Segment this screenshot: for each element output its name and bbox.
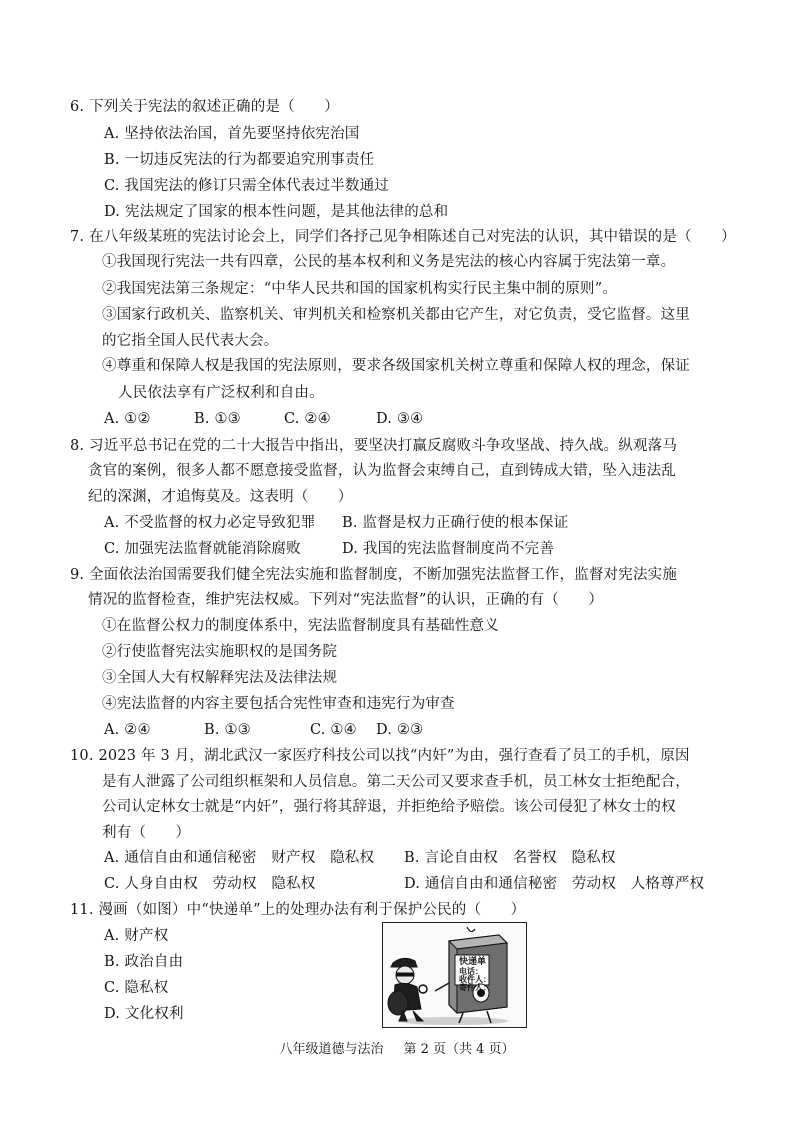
question-9-statement-1: ①在监督公权力的制度体系中，宪法监督制度具有基础性意义 <box>102 618 499 634</box>
question-11-option-a: A. 财产权 <box>104 928 169 944</box>
question-8-stem-line-2: 贪官的案例，很多人都不愿意接受监督，认为监督会束缚自己，直到铸成大错，坠入违法乱 <box>88 463 676 479</box>
question-10-stem-line-2: 是有人泄露了公司组织框架和人员信息。第二天公司又要求查手机，员工林女士拒绝配合， <box>102 774 690 790</box>
question-7-statement-2: ②我国宪法第三条规定：“中华人民共和国的国家机构实行民主集中制的原则”。 <box>102 281 618 297</box>
question-9-statement-2: ②行使监督宪法实施职权的是国务院 <box>102 644 338 660</box>
question-8-options-row-2 <box>104 539 554 559</box>
question-8-option-a: A. 不受监督的权力必定导致犯罪 <box>104 515 316 531</box>
question-8-stem-line-1: 8. 习近平总书记在党的二十大报告中指出，要坚决打赢反腐败斗争攻坚战、持久战。纵观落马 <box>70 438 678 454</box>
parcel-label-sender: 寄件人： <box>459 983 491 992</box>
question-8-option-d: D. 我国的宪法监督制度尚不完善 <box>342 541 555 557</box>
question-9-choice-b: B. ①③ <box>204 722 251 738</box>
question-11-option-c: C. 隐私权 <box>104 980 169 996</box>
question-10-option-c: C. 人身自由权 劳动权 隐私权 <box>104 876 316 892</box>
question-8-stem-line-3: 纪的深渊，才追悔莫及。这表明（ ） <box>88 489 353 505</box>
question-10-stem-line-4: 利有（ ） <box>102 825 191 841</box>
question-7-statement-1: ①我国现行宪法一共有四章，公民的基本权利和义务是宪法的核心内容属于宪法第一章。 <box>102 254 676 270</box>
question-7-statement-3-cont: 的它指全国人民代表大会。 <box>102 333 279 349</box>
parcel-label-phone: 电话： <box>459 967 483 976</box>
question-7-choice-c: C. ②④ <box>284 411 331 427</box>
question-9-choice-a: A. ②④ <box>104 722 151 738</box>
question-10-option-d: D. 通信自由和通信秘密 劳动权 人格尊严权 <box>404 876 705 892</box>
question-7-choice-d: D. ③④ <box>376 411 424 427</box>
question-10-options-row-1 <box>104 848 616 868</box>
question-10-option-b: B. 言论自由权 名誉权 隐私权 <box>404 850 616 866</box>
cartoon-drawing <box>383 923 526 1027</box>
footer-page-number: 第 2 页（共 4 页） <box>403 1042 515 1057</box>
thief-figure <box>388 958 423 1021</box>
question-7-choice-a: A. ①② <box>104 411 151 427</box>
question-6-stem: 6. 下列关于宪法的叙述正确的是（ ） <box>70 99 339 115</box>
question-10-options-row-2 <box>104 874 704 894</box>
question-7-stem: 7. 在八年级某班的宪法讨论会上，同学们各抒己见争相陈述自己对宪法的认识，其中错误的是（ ） <box>70 229 736 245</box>
footer-subject: 八年级道德与法治 <box>279 1042 384 1057</box>
question-9-choice-d: D. ②③ <box>376 722 424 738</box>
question-6-option-b: B. 一切违反宪法的行为都要追究刑事责任 <box>104 152 375 168</box>
question-6-option-d: D. 宪法规定了国家的根本性问题，是其他法律的总和 <box>104 204 449 220</box>
question-11-stem: 11. 漫画（如图）中“快递单”上的处理办法有利于保护公民的（ ） <box>70 902 526 918</box>
question-7-statement-4: ④尊重和保障人权是我国的宪法原则，要求各级国家机关树立尊重和保障人权的理念，保证 <box>102 358 690 374</box>
question-9-choice-c: C. ①④ <box>310 722 357 738</box>
question-9-statement-3: ③全国人大有权解释宪法及法律法规 <box>102 670 338 686</box>
parcel-label-title: 快递单 <box>459 957 487 967</box>
question-7-choice-b: B. ①③ <box>194 411 241 427</box>
question-8-option-c: C. 加强宪法监督就能消除腐败 <box>104 541 301 557</box>
question-11-option-b: B. 政治自由 <box>104 954 184 970</box>
question-9-choices <box>104 720 423 740</box>
question-11-option-d: D. 文化权利 <box>104 1006 184 1022</box>
question-7-statement-3: ③国家行政机关、监察机关、审判机关和检察机关都由它产生，对它负责，受它监督。这里 <box>102 307 690 323</box>
question-8-option-b: B. 监督是权力正确行使的根本保证 <box>342 515 569 531</box>
cartoon-illustration <box>382 922 527 1028</box>
question-7-statement-4-cont: 人民依法享有广泛权利和自由。 <box>118 385 324 401</box>
question-10-stem-line-1: 10. 2023 年 3 月，湖北武汉一家医疗科技公司以找“内奸”为由，强行查看了员工的手机，原因 <box>70 748 690 764</box>
question-8-options-row-1 <box>104 513 568 533</box>
question-9-stem-line-2: 情况的监督检查，维护宪法权威。下列对“宪法监督”的认识，正确的有（ ） <box>88 592 604 608</box>
question-9-statement-4: ④宪法监督的内容主要包括合宪性审查和违宪行为审查 <box>102 696 455 712</box>
parcel-label-receiver: 收件人： <box>459 975 491 984</box>
question-6-option-a: A. 坚持依法治国，首先要坚持依宪治国 <box>104 126 360 142</box>
question-10-option-a: A. 通信自由和通信秘密 财产权 隐私权 <box>104 850 375 866</box>
page-footer <box>0 1038 794 1057</box>
question-6-option-c: C. 我国宪法的修订只需全体代表过半数通过 <box>104 178 389 194</box>
question-9-stem-line-1: 9. 全面依法治国需要我们健全宪法实施和监督制度，不断加强宪法监督工作，监督对宪法实施 <box>70 567 678 583</box>
question-7-choices <box>104 409 423 429</box>
question-10-stem-line-3: 公司认定林女士就是“内奸”，强行将其辞退，并拒绝给予赔偿。该公司侵犯了林女士的权 <box>102 799 676 815</box>
magnifier-icon <box>419 985 427 993</box>
